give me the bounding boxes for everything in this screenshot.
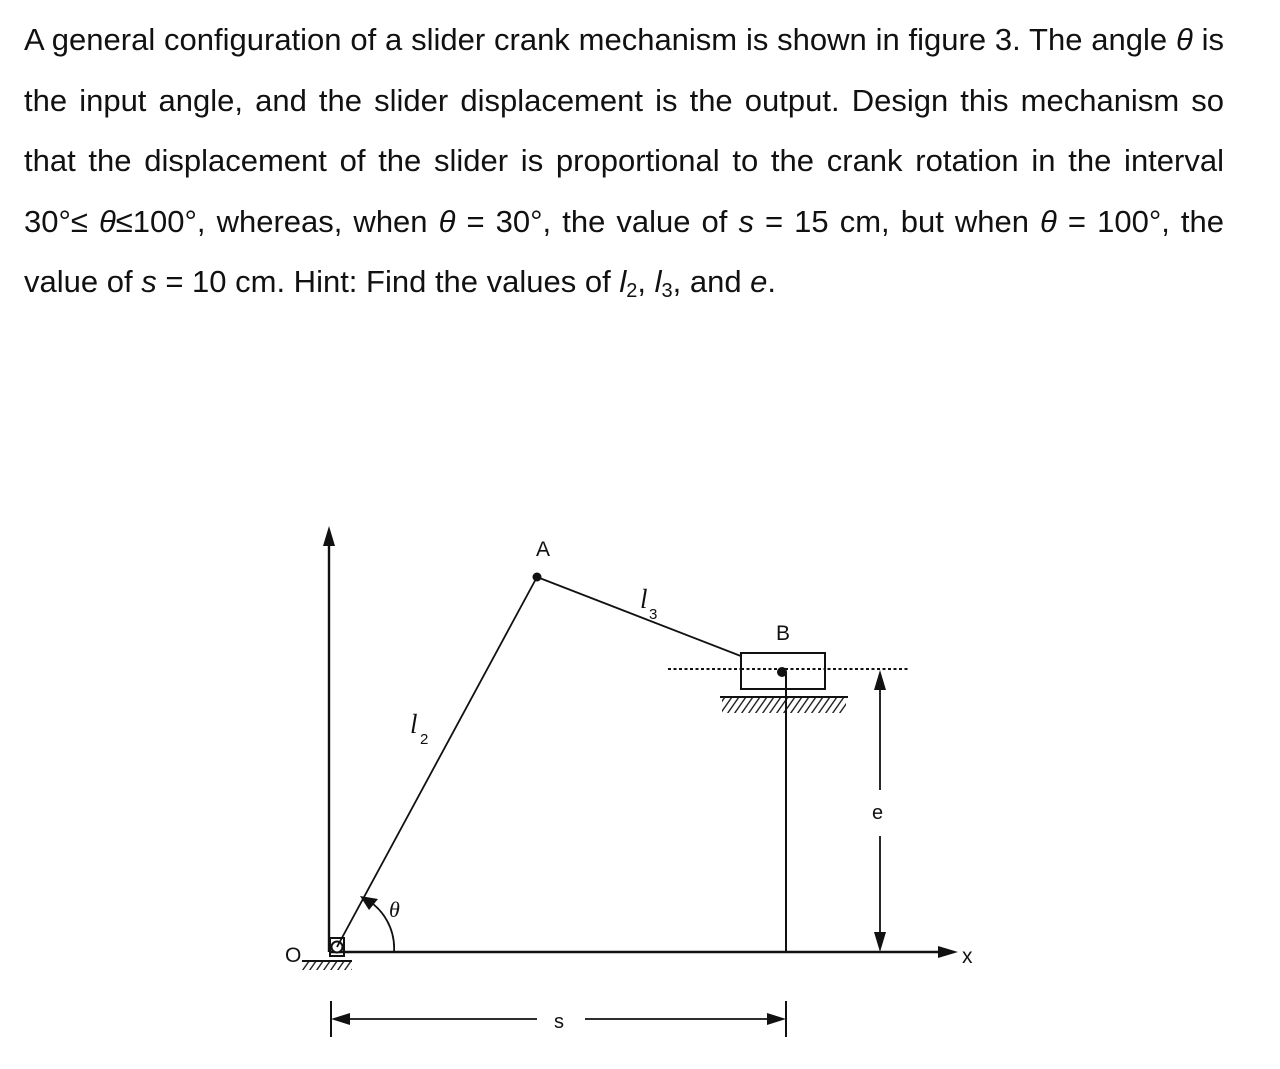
label-l3: l: [640, 584, 648, 614]
crank-link-l2: [337, 577, 537, 947]
problem-statement: A general configuration of a slider crank mechanism is shown in figure 3. The angle θ is the input angle, and the slider displacement is the output. Design this mechanism so that the displacement of the slider is proportional to the crank rotation in the interval 30°≤ θ≤100°, whereas, when θ = 30°, the value of s = 15 cm, but when θ = 100°, the value of s = 10 cm. Hint: Find the values of $l_2$, $l_3$, and e.: [24, 22, 1224, 302]
ground-pivot-O: [302, 938, 352, 970]
label-l2: l: [410, 709, 418, 739]
dimension-s-left-arrow: [331, 1013, 350, 1025]
label-O: O: [285, 944, 302, 967]
label-x: x: [962, 945, 973, 968]
label-s: s: [554, 1011, 564, 1033]
theta-arc-arrowhead: [360, 896, 378, 910]
label-e: e: [872, 802, 884, 824]
x-axis-arrowhead: [938, 946, 958, 958]
dimension-e-bottom-arrow: [874, 932, 886, 952]
label-theta: θ: [389, 897, 400, 922]
label-A: A: [536, 538, 551, 561]
slider-ground: [720, 697, 848, 713]
dimension-e-top-arrow: [874, 670, 886, 690]
joint-A: [533, 573, 542, 582]
label-l2-subscript: 2: [420, 731, 429, 748]
label-B: B: [776, 622, 791, 645]
dimension-s-right-arrow: [767, 1013, 786, 1025]
label-l3-subscript: 3: [649, 606, 658, 623]
vertical-axis-arrowhead: [323, 526, 335, 546]
